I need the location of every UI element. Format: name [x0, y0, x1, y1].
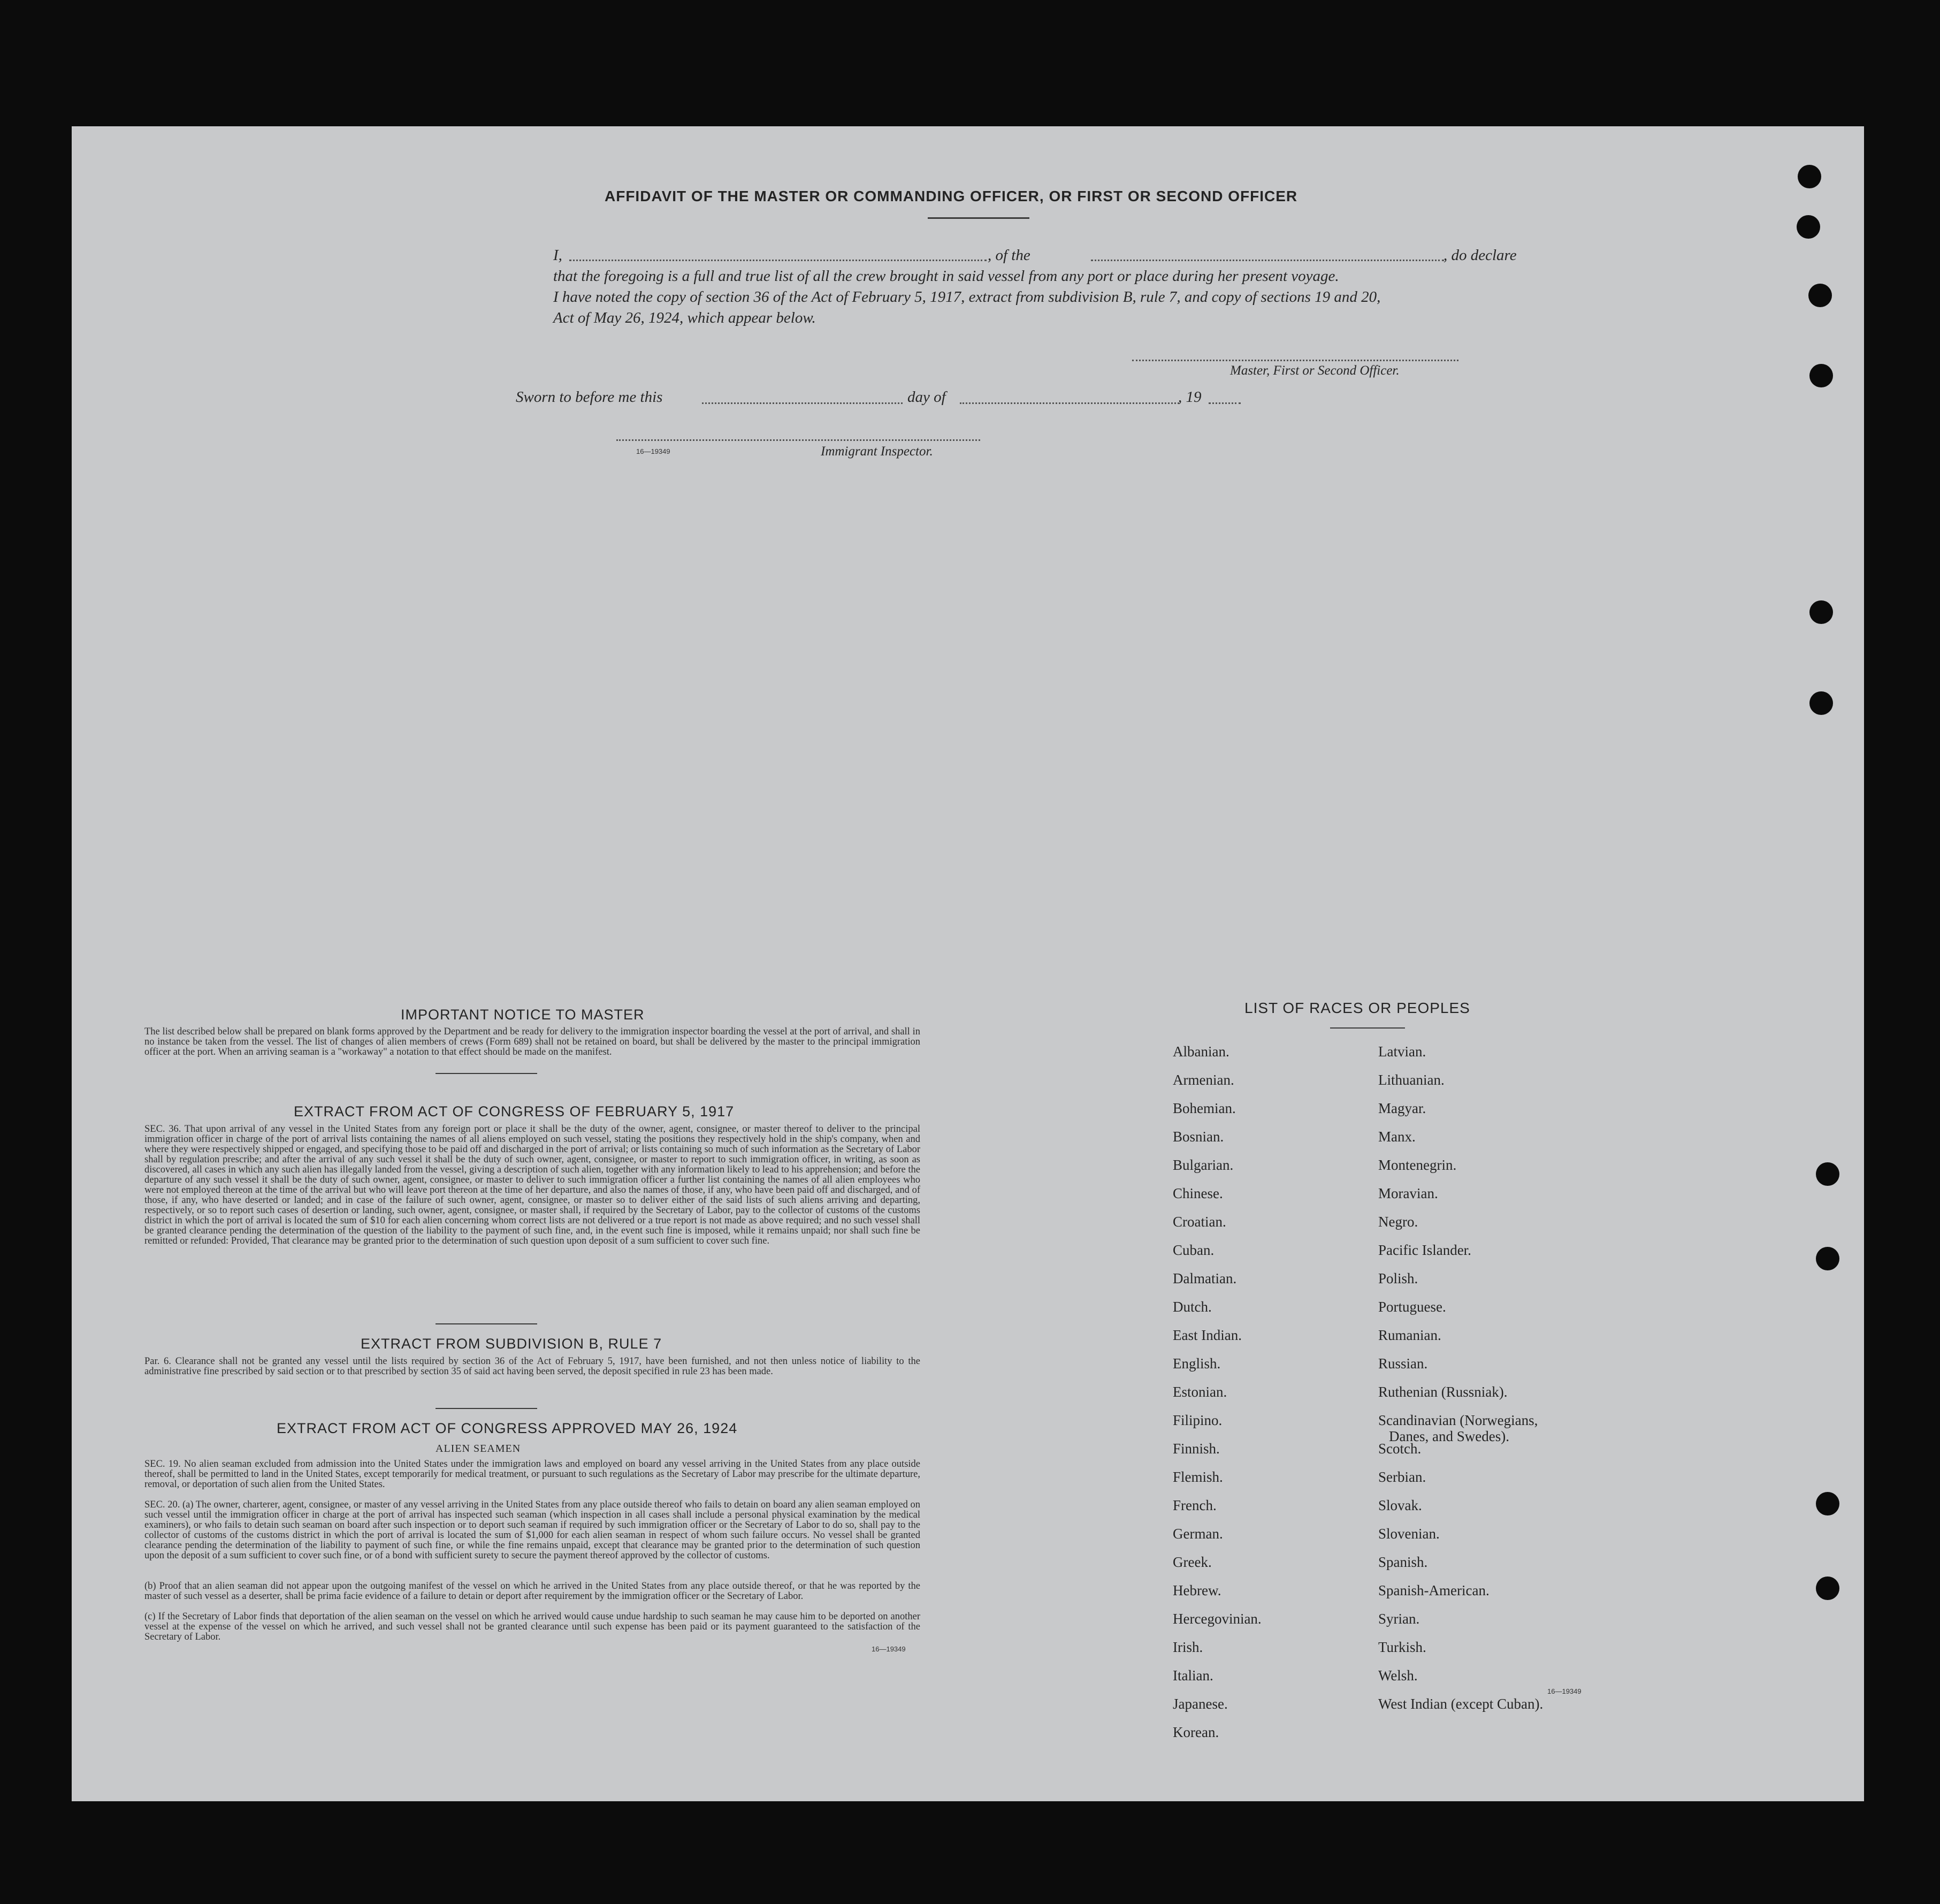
affidavit-of-the: , of the: [988, 247, 1030, 264]
race-item: Moravian.: [1378, 1185, 1438, 1201]
extract-1924-form-number: 16—19349: [872, 1645, 906, 1653]
affidavit-form-number: 16—19349: [636, 447, 670, 455]
race-item: Hercegovinian.: [1173, 1611, 1262, 1627]
race-item: Irish.: [1173, 1639, 1203, 1655]
binder-hole: [1816, 1576, 1839, 1600]
race-item: Polish.: [1378, 1270, 1418, 1286]
race-item: Croatian.: [1173, 1214, 1226, 1230]
inspector-signature-line[interactable]: [616, 439, 980, 441]
subdivision-b-text: Par. 6. Clearance shall not be granted any vessel until the lists required by section 36 of the Act of February 5, 1917, have been furnished, and not then unless notice of liability to the administrative fine prescribed by said section or to that prescribed by section 35 of said act having been served, the deposit specified in rule 23 has been made.: [144, 1356, 920, 1377]
binder-hole: [1816, 1247, 1839, 1270]
notice-rule: [436, 1073, 537, 1074]
race-item: Negro.: [1378, 1214, 1418, 1230]
race-item: Scotch.: [1378, 1441, 1422, 1457]
race-item: Bohemian.: [1173, 1100, 1236, 1116]
races-form-number: 16—19349: [1547, 1687, 1582, 1695]
day-of-label: day of: [907, 389, 946, 406]
subdivision-b-rule: [436, 1408, 537, 1409]
master-signature-line[interactable]: [1132, 360, 1458, 361]
race-item: Danes, and Swedes).: [1389, 1428, 1509, 1444]
race-item: Turkish.: [1378, 1639, 1426, 1655]
race-item: Portuguese.: [1378, 1299, 1446, 1315]
race-item: Bulgarian.: [1173, 1157, 1234, 1173]
affidavit-line-3: I have noted the copy of section 36 of the Act of February 5, 1917, extract from subdivision B, rule 7, and copy of sections 19 and 20,: [553, 288, 1381, 306]
race-item: Japanese.: [1173, 1696, 1228, 1712]
race-item: Rumanian.: [1378, 1327, 1441, 1343]
binder-hole: [1797, 215, 1820, 239]
binder-hole: [1809, 364, 1833, 387]
race-item: Magyar.: [1378, 1100, 1426, 1116]
affidavit-do-declare: , do declare: [1443, 247, 1517, 264]
race-item: West Indian (except Cuban).: [1378, 1696, 1544, 1712]
race-item: Korean.: [1173, 1724, 1219, 1740]
inspector-caption: Immigrant Inspector.: [821, 444, 933, 459]
race-item: Serbian.: [1378, 1469, 1426, 1485]
sworn-month-blank[interactable]: [960, 402, 1179, 404]
extract-1917-text: SEC. 36. That upon arrival of any vessel in the United States from any foreign port or place it shall be the duty of the owner, agent, consignee, or master thereof to deliver to the principal immigration officer in charge of the port of arrival lists containing the names of all aliens employed on such vessel, stating the positions they respectively hold in the ship's company, when and where they were respectively shipped or engaged, and specifying those to be paid off and discharged in the port of arrival; or lists containing so much of such information as the Secretary of Labor shall by regulation prescribe; and after the arrival of any such vessel it shall be the duty of such owner, agent, consignee, or master to report to such immigration officer, in writing, as soon as discovered, all cases in which any such alien has illegally landed from the vessel, giving a description of such alien, together with any information likely to lead to his apprehension; and before the departure of any such vessel it shall be the duty of such owner, agent, consignee, or master to deliver to such immigration officer a further list containing the names of all alien employees who were not employed thereon at the time of the arrival but who will leave port thereon at the time of her departure, and also the names of those, if any, who have been paid off and discharged, and of those, if any, who have deserted or landed; and in case of the failure of such owner, agent, consignee, or master so to deliver either of the said lists of such aliens arriving and departing, respectively, or so to report such cases of desertion or landing, such owner, agent, consignee, or master shall, if required by the Secretary of Labor, pay to the collector of customs of the customs district in which the port of arrival is located the sum of $10 for each alien concerning whom correct lists are not delivered or a true report is not made as above required; and no such vessel shall be granted clearance pending the determination of the question of the liability to the payment of such fine, and, in the event such fine is imposed, while it remains unpaid; nor shall such fine be remitted or refunded: Provided, That clearance may be granted prior to the determination of such question upon deposit of a sum sufficient to cover such fine.: [144, 1124, 920, 1246]
race-item: Dutch.: [1173, 1299, 1212, 1315]
extract-1917-rule: [436, 1323, 537, 1324]
race-item: Finnish.: [1173, 1441, 1220, 1457]
race-item: East Indian.: [1173, 1327, 1242, 1343]
races-title-rule: [1330, 1027, 1405, 1029]
race-item: English.: [1173, 1355, 1221, 1372]
master-signature-caption: Master, First or Second Officer.: [1230, 363, 1400, 378]
race-item: Greek.: [1173, 1554, 1212, 1570]
affidavit-title-rule: [928, 217, 1029, 219]
affidavit-line-1: [553, 247, 1548, 264]
race-item: Estonian.: [1173, 1384, 1227, 1400]
sec-20b-text: (b) Proof that an alien seaman did not appear upon the outgoing manifest of the vessel on which he arrived in the United States from any place outside thereof, or that he was reported by the master of such vessel as a deserter, shall be prima facie evidence of a failure to detain or deport after requirement by the immigration officer or the Secretary of Labor.: [144, 1581, 920, 1602]
race-item: Italian.: [1173, 1667, 1213, 1684]
race-item: Dalmatian.: [1173, 1270, 1237, 1286]
sworn-year-blank[interactable]: [1209, 402, 1241, 404]
subdivision-b-title: EXTRACT FROM SUBDIVISION B, RULE 7: [361, 1336, 662, 1352]
race-item: German.: [1173, 1526, 1223, 1542]
sworn-day-blank[interactable]: [702, 402, 903, 404]
year-label: , 19: [1178, 389, 1202, 406]
race-item: Montenegrin.: [1378, 1157, 1457, 1173]
race-item: Filipino.: [1173, 1412, 1223, 1428]
race-item: Chinese.: [1173, 1185, 1223, 1201]
binder-hole: [1816, 1162, 1839, 1186]
binder-hole: [1808, 284, 1832, 307]
race-item: Cuban.: [1173, 1242, 1215, 1258]
sec-20a-text: SEC. 20. (a) The owner, charterer, agent, consignee, or master of any vessel arriving in the United States from any place outside thereof who fails to detain on board any alien seaman employed on such vessel until the immigration officer in charge at the port of arrival has inspected such seaman (which inspection in all cases shall include a personal physical examination by the medical examiners), or who fails to detain such seaman on board after such inspection or to deport such seaman if required by such immigration officer or the Secretary of Labor to do so, shall pay to the collector of customs of the customs district in which the port of arrival is located the sum of $1,000 for each alien seaman in respect of whom such failure occurs. No vessel shall be granted clearance pending the determination of the liability to payment of such fine, or while the fine remains unpaid, except that clearance may be granted prior to the determination of such question upon the deposit of a sum sufficient to cover such fine, or of a bond with sufficient surety to secure the payment thereof approved by the collector of customs.: [144, 1499, 920, 1561]
race-item: Slovenian.: [1378, 1526, 1440, 1542]
binder-hole: [1809, 691, 1833, 715]
races-title: LIST OF RACES OR PEOPLES: [1244, 1000, 1470, 1016]
vessel-blank[interactable]: [1091, 260, 1444, 261]
race-item: Pacific Islander.: [1378, 1242, 1471, 1258]
affidavit-line-2: that the foregoing is a full and true list of all the crew brought in said vessel from any port or place during her present voyage.: [553, 268, 1339, 285]
race-item: Bosnian.: [1173, 1129, 1224, 1145]
sworn-label: Sworn to before me this: [516, 389, 663, 406]
race-item: Ruthenian (Russniak).: [1378, 1384, 1508, 1400]
affidavit-i-label: I,: [553, 247, 562, 264]
race-item: Lithuanian.: [1378, 1072, 1445, 1088]
race-item: Albanian.: [1173, 1044, 1229, 1060]
race-item: Syrian.: [1378, 1611, 1420, 1627]
race-item: Scandinavian (Norwegians,: [1378, 1412, 1538, 1428]
race-item: Russian.: [1378, 1355, 1428, 1372]
affidavit-line-4: Act of May 26, 1924, which appear below.: [553, 309, 816, 326]
affidavit-title: AFFIDAVIT OF THE MASTER OR COMMANDING OFFICER, OR FIRST OR SECOND OFFICER: [605, 188, 1298, 204]
race-item: Hebrew.: [1173, 1582, 1221, 1598]
race-item: Welsh.: [1378, 1667, 1418, 1684]
race-item: Latvian.: [1378, 1044, 1426, 1060]
name-blank[interactable]: [569, 260, 987, 261]
notice-title: IMPORTANT NOTICE TO MASTER: [401, 1007, 645, 1023]
sec-20c-text: (c) If the Secretary of Labor finds that deportation of the alien seaman on the vessel on which he arrived would cause undue hardship to such seaman he may cause him to be deported on another vessel at the expense of the vessel on which he arrived, and such vessel shall not be granted clearance until such expense has been paid or its payment guaranteed to the satisfaction of the Secretary of Labor.: [144, 1611, 920, 1642]
document-page: [72, 126, 1864, 1801]
race-item: Armenian.: [1173, 1072, 1234, 1088]
race-item: French.: [1173, 1497, 1217, 1513]
race-item: Spanish-American.: [1378, 1582, 1490, 1598]
extract-1924-title: EXTRACT FROM ACT OF CONGRESS APPROVED MAY 26, 1924: [277, 1420, 738, 1436]
binder-hole: [1798, 165, 1821, 188]
extract-1917-title: EXTRACT FROM ACT OF CONGRESS OF FEBRUARY 5, 1917: [294, 1103, 735, 1119]
race-item: Spanish.: [1378, 1554, 1428, 1570]
race-item: Slovak.: [1378, 1497, 1422, 1513]
race-item: Flemish.: [1173, 1469, 1223, 1485]
notice-text: The list described below shall be prepared on blank forms approved by the Department and be ready for delivery to the immigration inspector boarding the vessel at the port of arrival, and shall in no instance be taken from the vessel. The list of changes of alien members of crews (Form 689) shall not be retained on board, but shall be delivered by the master to the principal immigration officer at the port. When an arriving seaman is a "workaway" a notation to that effect should be made on the manifest.: [144, 1026, 920, 1057]
alien-seamen-subtitle: ALIEN SEAMEN: [436, 1443, 521, 1454]
binder-hole: [1816, 1492, 1839, 1515]
binder-hole: [1809, 600, 1833, 624]
race-item: Manx.: [1378, 1129, 1416, 1145]
sec-19-text: SEC. 19. No alien seaman excluded from admission into the United States under the immigration laws and employed on board any vessel arriving in the United States from any place outside thereof, shall be permitted to land in the United States, except temporarily for medical treatment, or pursuant to such regulations as the Secretary of Labor may prescribe for the ultimate departure, removal, or deportation of such alien from the United States.: [144, 1459, 920, 1490]
